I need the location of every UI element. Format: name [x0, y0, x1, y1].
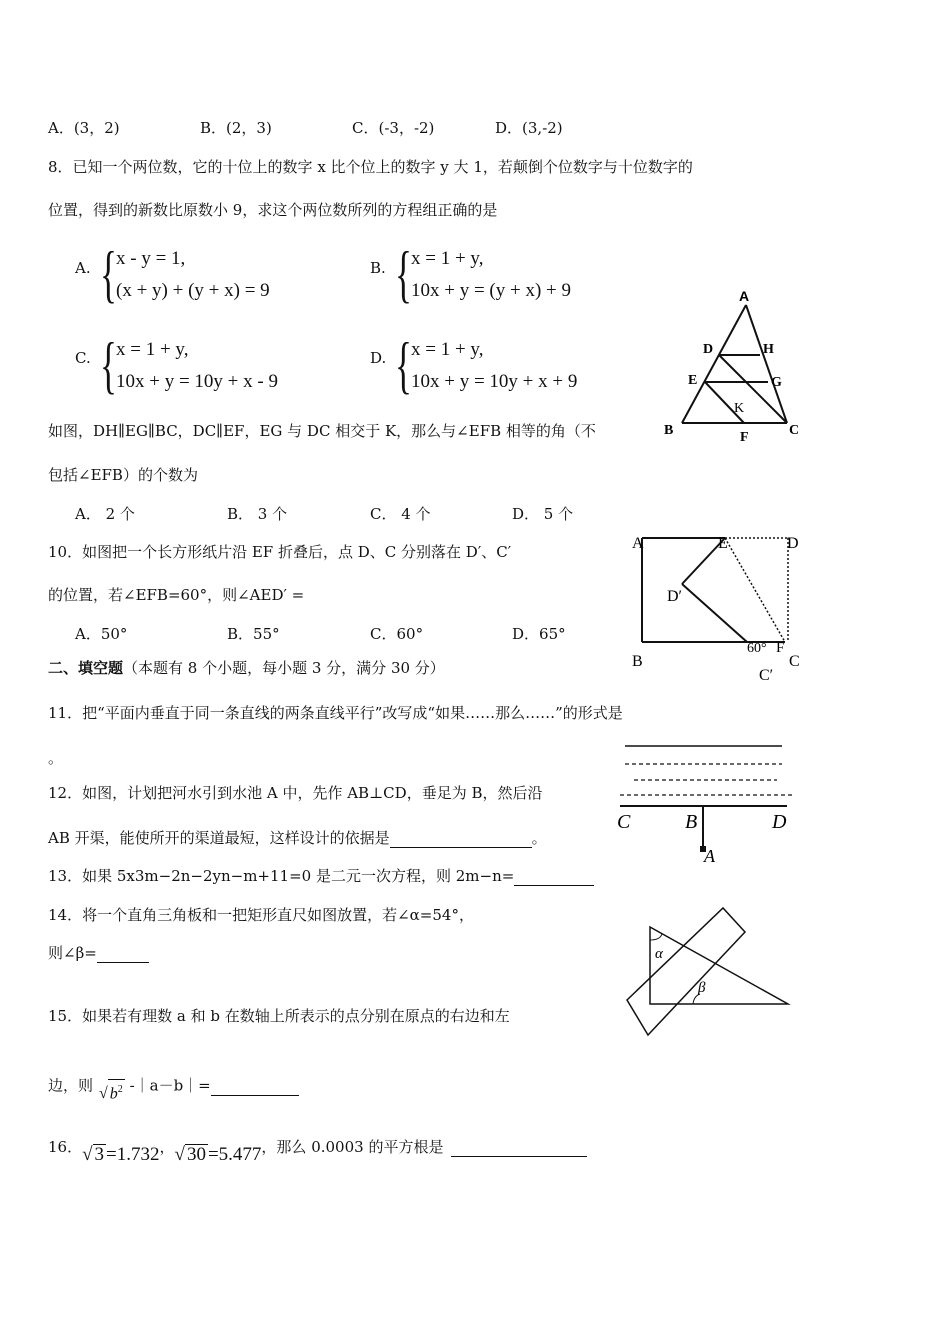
alpha-arc [650, 934, 662, 940]
q7-option-d: D．(3,-2) [495, 119, 563, 137]
q8-stem-line2: 位置，得到的新数比原数小 9，求这个两位数所列的方程组正确的是 [48, 201, 498, 219]
q7-option-c: C．(-3，-2) [352, 119, 435, 137]
label-b: B [685, 811, 698, 833]
q8-a-eq1: x - y = 1, [116, 248, 186, 269]
q8-b-brace: { [395, 238, 412, 309]
q8-b-label: B. [370, 259, 386, 277]
q8-b-eq2: 10x + y = (y + x) + 9 [411, 280, 572, 301]
label-angle-60: 60° [747, 641, 767, 656]
label-a: A [632, 535, 644, 552]
label-c: C [789, 423, 800, 438]
q14-stem-line1: 14．将一个直角三角板和一把矩形直尺如图放置，若∠α=54°， [48, 906, 474, 924]
label-h: H [763, 342, 774, 357]
q10-fold-figure [625, 530, 810, 685]
section-2-heading [48, 658, 445, 678]
q16-root-30: √ 30 =5.477 [174, 1144, 262, 1165]
label-beta: β [698, 980, 706, 996]
q11-stem: 11．把“平面内垂直于同一条直线的两条直线平行”改写成“如果……那么……”的形式是 [48, 704, 623, 722]
q12-tail: 。 [531, 829, 547, 847]
q16-sep: ， [159, 1138, 175, 1156]
label-d: D [703, 342, 714, 357]
side-ac [746, 305, 787, 423]
dotted-ef [725, 538, 785, 642]
label-c-prime: C′ [759, 667, 774, 684]
q12-river-figure [612, 738, 797, 868]
label-k: K [734, 401, 745, 416]
q14-stem-line2 [48, 943, 149, 963]
label-e: E [688, 373, 698, 388]
q12-stem-line1: 12．如图，计划把河水引到水池 A 中，先作 AB⊥CD，垂足为 B，然后沿 [48, 784, 543, 802]
q7-option-b: B．(2，3) [200, 119, 272, 137]
label-b: B [664, 423, 674, 438]
label-c: C [789, 653, 800, 670]
q15-post: -｜a－b｜= [124, 1076, 211, 1095]
edge-d-prime-c-prime [682, 584, 747, 642]
q15-stem-line2 [48, 1071, 299, 1103]
q10-option-a: A．50° [75, 625, 128, 643]
set-square [650, 927, 788, 1004]
q11-tail: 。 [48, 749, 64, 767]
q16-line [48, 1136, 587, 1165]
label-a: A [704, 846, 715, 866]
label-g: G [771, 375, 782, 390]
q9-stem-line1: 如图，DH∥EG∥BC，DC∥EF，EG 与 DC 相交于 K，那么与∠EFB 相等的角（不 [48, 422, 596, 440]
q12-stem-line2 [48, 828, 547, 848]
q9-option-c: C． 4 个 [370, 505, 431, 523]
q8-d-eq2: 10x + y = 10y + x + 9 [411, 371, 578, 392]
q16-answer-blank[interactable] [451, 1140, 587, 1157]
q16-root-3: √ 3 =1.732 [82, 1144, 160, 1165]
q10-option-c: C．60° [370, 625, 424, 643]
q8-a-label: A. [75, 259, 91, 277]
label-alpha: α [655, 946, 663, 962]
q9-option-a: A． 2 个 [75, 505, 135, 523]
q16-radicand-3: 3 [94, 1144, 105, 1165]
q10-option-b: B．55° [227, 625, 280, 643]
section-2-note: （本题有 8 个小题，每小题 3 分，满分 30 分） [123, 659, 445, 677]
q8-c-eq2: 10x + y = 10y + x - 9 [116, 371, 278, 392]
label-c: C [617, 811, 631, 833]
q8-d-eq1: x = 1 + y, [411, 339, 484, 360]
label-a: A [739, 288, 750, 304]
q10-stem-line2: 的位置，若∠EFB=60°，则∠AED′ = [48, 586, 305, 604]
q8-a-brace: { [100, 238, 117, 309]
q10-stem-line1: 10．如图把一个长方形纸片沿 EF 折叠后，点 D、C 分别落在 D′、C′ [48, 543, 512, 561]
q15-sqrt-var: b [109, 1085, 118, 1103]
label-d: D [772, 811, 787, 833]
q15-sqrt-b-squared: √ $b^2$ [99, 1085, 125, 1102]
q13-text: 13．如果 5x3m−2n−2yn−m+11=0 是二元一次方程，则 2m−n= [48, 867, 515, 885]
label-e: E [718, 535, 728, 552]
q8-c-brace: { [100, 329, 117, 400]
q8-d-brace: { [395, 329, 412, 400]
q8-d-label: D. [370, 349, 387, 367]
ruler [627, 908, 745, 1035]
q16-radicand-30: 30 [186, 1144, 206, 1165]
q14-triangle-ruler-figure [620, 900, 795, 1050]
q12-answer-blank[interactable] [390, 831, 532, 848]
label-f: F [776, 640, 785, 656]
label-b: B [632, 653, 643, 670]
q13-line [48, 866, 594, 886]
q13-answer-blank[interactable] [514, 869, 594, 886]
q9-triangle-figure [655, 285, 815, 450]
label-d: D [787, 535, 799, 552]
q8-c-eq1: x = 1 + y, [116, 339, 189, 360]
q14-stem2-text: 则∠β= [48, 944, 97, 962]
q10-option-d: D．65° [512, 625, 566, 643]
section-2-title: 二、填空题 [48, 659, 124, 677]
q15-answer-blank[interactable] [211, 1079, 299, 1096]
q8-b-eq1: x = 1 + y, [411, 248, 484, 269]
q8-stem-line1: 8．已知一个两位数，它的十位上的数字 x 比个位上的数字 y 大 1，若颠倒个位数字与十位数字的 [48, 158, 693, 176]
q15-sqrt-exp: 2 [117, 1084, 123, 1095]
q14-answer-blank[interactable] [97, 946, 149, 963]
q15-pre: 边，则 [48, 1076, 94, 1095]
q12-stem2-text: AB 开渠，能使所开的渠道最短，这样设计的依据是 [48, 829, 390, 847]
q16-value-3: =1.732 [106, 1144, 160, 1165]
q7-option-a: A．(3，2) [48, 119, 120, 137]
q9-option-b: B． 3 个 [227, 505, 288, 523]
q16-tail: ，那么 0.0003 的平方根是 [261, 1138, 444, 1156]
q9-stem-line2: 包括∠EFB）的个数为 [48, 466, 198, 484]
label-d-prime: D′ [667, 588, 683, 605]
label-f: F [740, 430, 749, 445]
q9-option-d: D． 5 个 [512, 505, 574, 523]
q8-c-label: C. [75, 349, 91, 367]
q8-a-eq2: (x + y) + (y + x) = 9 [116, 280, 270, 301]
q15-stem-line1: 15．如果若有理数 a 和 b 在数轴上所表示的点分别在原点的右边和左 [48, 1007, 510, 1025]
q16-value-30: =5.477 [207, 1144, 262, 1165]
q16-label: 16． [48, 1138, 83, 1156]
